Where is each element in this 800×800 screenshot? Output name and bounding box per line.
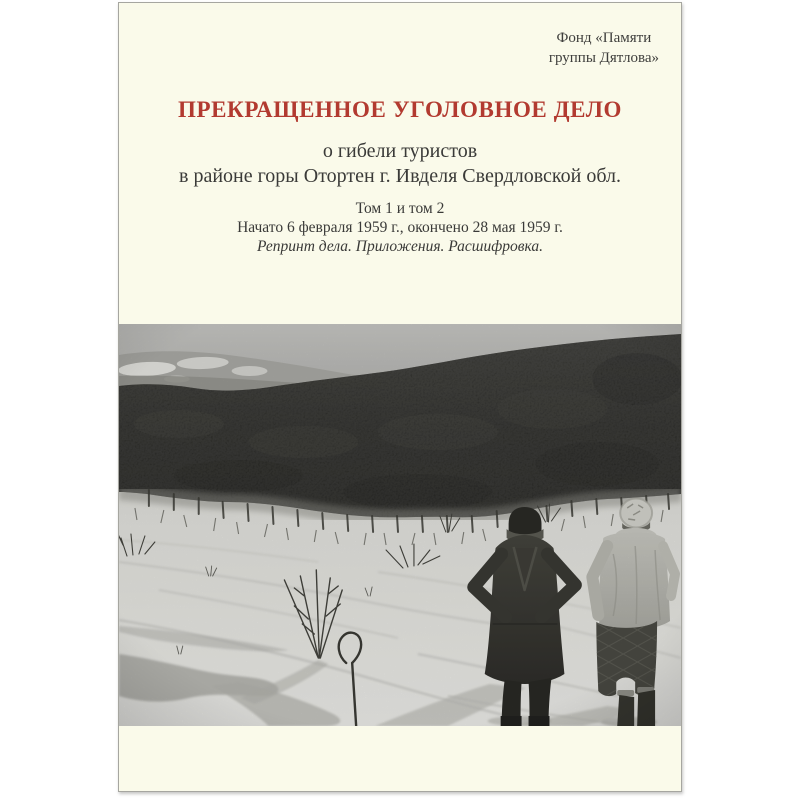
- vignette: [119, 324, 681, 726]
- landscape-scene: [119, 324, 681, 726]
- dates-line: Начато 6 февраля 1959 г., окончено 28 мая 1959 г.: [237, 219, 563, 236]
- note-line: Репринт дела. Приложения. Расшифровка.: [257, 238, 543, 255]
- book-subtitle: [119, 139, 681, 189]
- volumes-line: Том 1 и том 2: [355, 200, 445, 217]
- publisher-block: [549, 28, 659, 68]
- publisher-line-2: группы Дятлова»: [548, 50, 659, 66]
- edition-details: [119, 199, 681, 256]
- subtitle-line-2: в районе горы Отортен г. Ивделя Свердловской обл.: [179, 165, 621, 187]
- book-cover: [118, 2, 682, 792]
- book-title: ПРЕКРАЩЕННОЕ УГОЛОВНОЕ ДЕЛО: [177, 97, 623, 122]
- subtitle-line-1: о гибели туристов: [322, 140, 478, 162]
- publisher-line-1: Фонд «Памяти: [556, 30, 652, 46]
- cover-photo: [119, 324, 681, 726]
